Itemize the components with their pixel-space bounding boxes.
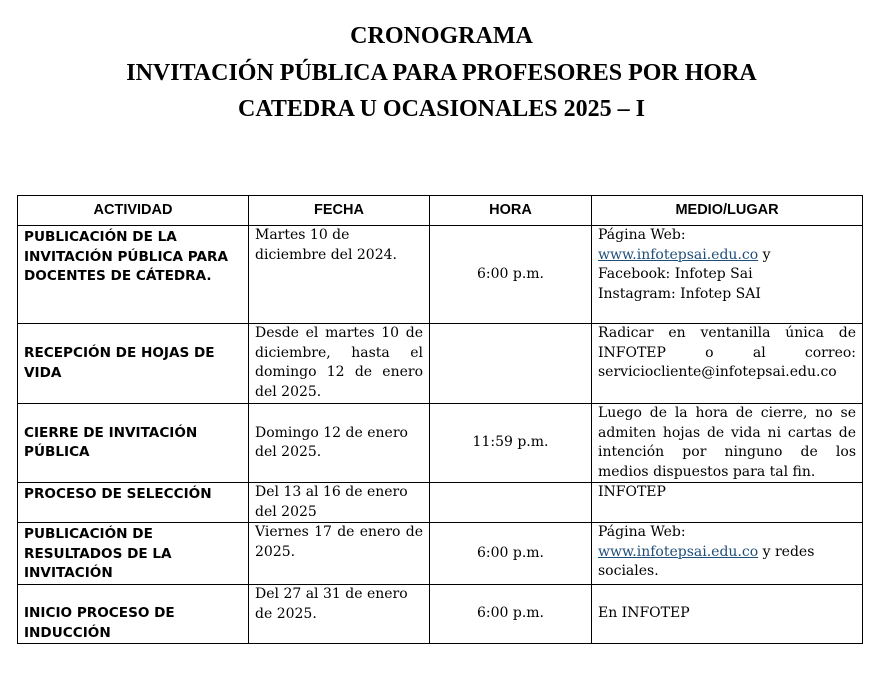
cell-hora: 6:00 p.m. <box>430 226 592 324</box>
medio-link-line <box>598 246 856 266</box>
cell-hora: 11:59 p.m. <box>430 404 592 483</box>
cell-medio-lugar: Luego de la hora de cierre, no se admiten hojas de vida ni cartas de intención por ninguno de los medios dispuestos para tal fin. <box>592 404 863 483</box>
website-link[interactable]: www.infotepsai.edu.co <box>598 543 759 560</box>
cell-actividad: PROCESO DE SELECCIÓN <box>18 483 249 523</box>
table-row <box>18 324 863 404</box>
cell-actividad: PUBLICACIÓN DE LA INVITACIÓN PÚBLICA PARA DOCENTES DE CÁTEDRA. <box>18 226 249 324</box>
cell-hora <box>430 483 592 523</box>
title-line-3: CATEDRA U OCASIONALES 2025 – I <box>238 96 645 122</box>
cell-fecha: Viernes 17 de enero de 2025. <box>249 523 430 585</box>
cell-fecha: Domingo 12 de enero del 2025. <box>249 404 430 483</box>
title-line-2: INVITACIÓN PÚBLICA PARA PROFESORES POR HORA <box>126 59 757 86</box>
medio-link-line <box>598 543 856 563</box>
cell-actividad: CIERRE DE INVITACIÓN PÚBLICA <box>18 404 249 483</box>
column-header-medio-lugar: MEDIO/LUGAR <box>592 196 863 226</box>
medio-instagram: Instagram: Infotep SAI <box>598 285 761 302</box>
cell-medio-lugar: Radicar en ventanilla única de INFOTEP o al correo: serviciocliente@infotepsai.edu.co <box>592 324 863 404</box>
medio-web-label: Página Web: <box>598 227 686 243</box>
cell-medio-lugar: INFOTEP <box>592 483 863 523</box>
cell-hora: 6:00 p.m. <box>430 585 592 644</box>
medio-facebook: Facebook: Infotep Sai <box>598 266 753 282</box>
cell-actividad: PUBLICACIÓN DE RESULTADOS DE LA INVITACIÓN <box>18 523 249 585</box>
table-row <box>18 404 863 483</box>
cell-hora: 6:00 p.m. <box>430 523 592 585</box>
website-link[interactable]: www.infotepsai.edu.co <box>598 246 759 263</box>
schedule-table <box>17 195 863 644</box>
cell-actividad: INICIO PROCESO DE INDUCCIÓN <box>18 585 249 644</box>
table-row <box>18 585 863 644</box>
cell-fecha: Martes 10 de diciembre del 2024. <box>249 226 430 324</box>
column-header-actividad: ACTIVIDAD <box>18 196 249 226</box>
cell-medio-lugar <box>592 523 863 585</box>
title-line-1: CRONOGRAMA <box>350 23 533 49</box>
medio-web-label: Página Web: <box>598 524 686 540</box>
cell-actividad: RECEPCIÓN DE HOJAS DE VIDA <box>18 324 249 404</box>
table-row <box>18 483 863 523</box>
cell-hora <box>430 324 592 404</box>
cell-fecha: Del 13 al 16 de enero del 2025 <box>249 483 430 523</box>
medio-social: sociales. <box>598 563 659 579</box>
medio-link-suffix: y redes <box>758 543 815 560</box>
table-header-row <box>18 196 863 226</box>
cell-medio-lugar: En INFOTEP <box>592 585 863 644</box>
column-header-fecha: FECHA <box>249 196 430 226</box>
document-title <box>0 18 883 128</box>
medio-link-suffix: y <box>758 246 771 263</box>
table-row <box>18 523 863 585</box>
cell-fecha: Desde el martes 10 de diciembre, hasta el domingo 12 de enero del 2025. <box>249 324 430 404</box>
cell-medio-lugar <box>592 226 863 324</box>
column-header-hora: HORA <box>430 196 592 226</box>
cell-fecha: Del 27 al 31 de enero de 2025. <box>249 585 430 644</box>
table-row <box>18 226 863 324</box>
